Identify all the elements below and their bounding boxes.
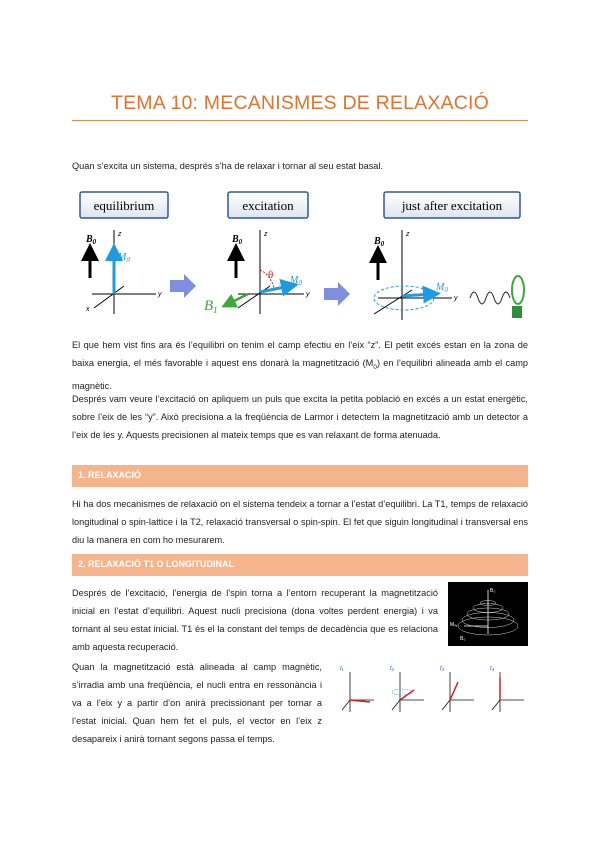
axis-z-label: z bbox=[118, 231, 122, 238]
section-header-2 bbox=[72, 554, 528, 576]
paragraph-relaxation bbox=[72, 495, 528, 549]
p1-text-a: El que hem vist fins ara és l’equilibri on tenim el camp efectiu en l’eix “z”. El petit excés estan en la zona de baixa energia, el més favorable i aquest ens donarà la magnetització (M bbox=[72, 340, 528, 368]
p1-sub: 0 bbox=[373, 363, 377, 371]
axes-equilibrium bbox=[92, 230, 156, 314]
m0-label-2: M bbox=[290, 275, 299, 286]
section-title-2: 2. RELAXACIÓ T1 O LONGITUDINAL bbox=[78, 559, 235, 569]
axes-after bbox=[374, 230, 452, 320]
svg-text:M0 bbox=[289, 275, 302, 287]
vector-t3 bbox=[450, 682, 458, 700]
m0-tilted-arrow bbox=[260, 286, 290, 292]
svg-text:M0 bbox=[117, 252, 130, 264]
t1-recovery-sequence bbox=[334, 660, 530, 724]
dome-label-b0: B₀ bbox=[490, 588, 496, 594]
mxy-arrow bbox=[402, 294, 432, 296]
m0-sub-2: 0 bbox=[298, 279, 302, 287]
paragraph-t1 bbox=[72, 584, 438, 656]
b1-sub: 1 bbox=[213, 305, 218, 315]
paragraph-equilibrium bbox=[72, 336, 528, 395]
intro-text: Quan s’excita un sistema, després s’ha de relaxar i tornar al seu estat basal. bbox=[72, 161, 384, 171]
b0-sub: 0 bbox=[92, 238, 97, 246]
axis-y-label: y bbox=[158, 291, 162, 298]
precession-t2 bbox=[392, 689, 412, 695]
nmr-excitation-diagram bbox=[72, 186, 528, 328]
m0-label-3: M bbox=[436, 282, 445, 293]
panel-label-excitation: excitation bbox=[242, 198, 294, 213]
p2-text: Després vam veure l’excitació on apliquem un puls que excita la petita població en excés a un estat energètic, sobre l’eix de les “y”. Això precisiona a la freqüència de Larmor i detectem la magnetització amb un detector a l’eix de les y. Aquests precisionen al mateix temps que es van relaxant de forma atenuada. bbox=[72, 394, 528, 440]
dome-label-b0-bottom: B₀ bbox=[460, 636, 466, 642]
axis-z-label-3: z bbox=[406, 231, 410, 238]
b0-label: B bbox=[86, 234, 93, 245]
axis-y-label-2: y bbox=[306, 291, 310, 298]
svg-text:M0 bbox=[435, 282, 448, 294]
p5-text: Quan la magnetització està alineada al camp magnètic, s’irradia amb una freqüència, el nucli entra en ressonància i va a l’eix y a partir d’on anirà precissionant per tornar a l’estat inicial. Quan hem fet el puls, el vector en l’eix z desapareix i anirà tornant segons passa el temps. bbox=[72, 662, 322, 744]
section-header-1 bbox=[72, 465, 528, 487]
p4-text: Després de l’excitació, l’energia de l’spin torna a l’entorn recuperant la magnetització inicial en l’estat d’equilibri. Aquest nucli precisiona (dona voltes perdent energia) i va tornant al seu estat inicial. T1 és el la constant del temps de decadència que es relaciona amb aquesta recuperació. bbox=[72, 588, 438, 652]
panel-label-equilibrium: equilibrium bbox=[93, 198, 155, 213]
p1-text-b: ) en l’equilibri alineada amb el camp magnètic. bbox=[72, 358, 528, 391]
axis-z-label-2: z bbox=[264, 231, 268, 238]
b0-label-2: B bbox=[232, 234, 239, 245]
transition-arrow-2 bbox=[324, 282, 350, 306]
b0-sub-2: 0 bbox=[238, 238, 243, 246]
axis-x-label: x bbox=[86, 306, 90, 313]
precession-dome-figure bbox=[448, 582, 528, 646]
svg-text:B0 bbox=[373, 236, 385, 248]
theta-label: θ bbox=[268, 269, 274, 281]
time-label-t4: t₄ bbox=[490, 666, 495, 672]
time-label-t2: t₂ bbox=[390, 666, 394, 672]
rf-signal-wave bbox=[470, 292, 510, 304]
transition-arrow-1 bbox=[170, 274, 196, 298]
intro-paragraph bbox=[72, 157, 528, 175]
svg-text:B0 bbox=[231, 234, 243, 246]
paragraph-excitation bbox=[72, 390, 528, 444]
m0-sub: 0 bbox=[126, 256, 130, 264]
b1-arrow bbox=[228, 294, 248, 304]
panel-label-after: just after excitation bbox=[401, 198, 503, 213]
axis-y-label-3: y bbox=[454, 295, 458, 302]
paragraph-magnetization bbox=[72, 658, 322, 748]
svg-text:B1 bbox=[204, 298, 218, 315]
title-underline bbox=[72, 120, 528, 121]
detector-base bbox=[512, 306, 522, 318]
b1-label: B bbox=[204, 298, 214, 314]
svg-text:B0 bbox=[85, 234, 97, 246]
b0-label-3: B bbox=[374, 236, 381, 247]
m0-label: M bbox=[118, 252, 127, 263]
page-title: TEMA 10: MECANISMES DE RELAXACIÓ bbox=[110, 92, 490, 114]
time-label-t1: t₁ bbox=[340, 666, 344, 672]
m0-sub-3: 0 bbox=[444, 286, 448, 294]
dome-label-mxy: Mₓᵧ bbox=[450, 622, 458, 628]
time-label-t3: t₃ bbox=[440, 666, 445, 672]
detector-coil bbox=[512, 276, 524, 304]
p3-text: Hi ha dos mecanismes de relaxació on el sistema tendeix a tornar a l’estat d’equilibri. La T1, temps de relaxació longitudinal o spin-lattice i la T2, relaxació transversal o spin-spin. El fet que siguin longitudinal i transversal ens diu la manera en com ho mesurarem. bbox=[72, 499, 528, 545]
b0-sub-3: 0 bbox=[380, 240, 385, 248]
section-title-1: 1. RELAXACIÓ bbox=[78, 470, 142, 480]
